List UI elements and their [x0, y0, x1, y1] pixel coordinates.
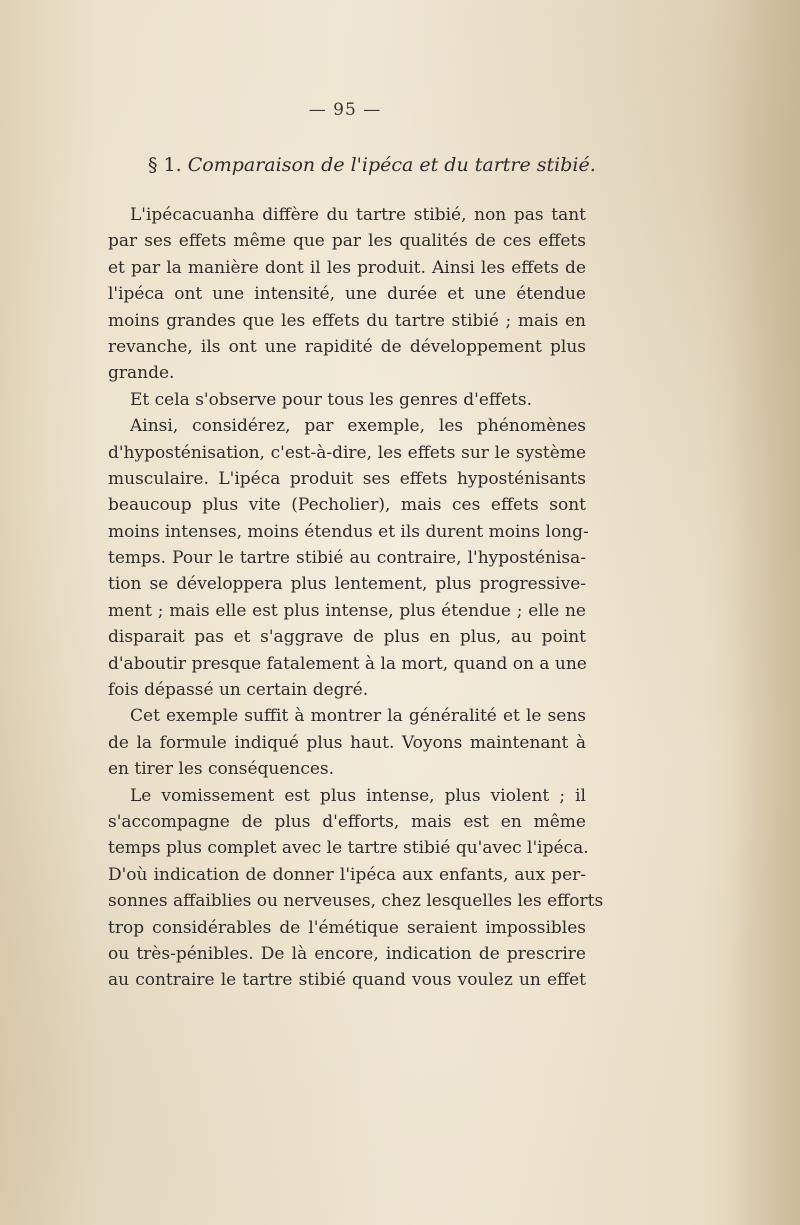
text-line: l'ipéca ont une intensité, une durée et une étendue — [108, 284, 586, 305]
text-line: temps plus complet avec le tartre stibié qu'avec l'ipéca. — [108, 838, 589, 859]
text-line: et par la manière dont il les produit. Ainsi les effets de — [108, 257, 586, 278]
text-line: L'ipécacuanha diffère du tartre stibié, non pas tant — [130, 205, 586, 225]
text-line: D'où indication de donner l'ipéca aux enfants, aux per- — [108, 864, 586, 885]
body-text — [108, 202, 604, 994]
text-line: moins grandes que les effets du tartre stibié ; mais en — [108, 310, 586, 331]
text-line: Cet exemple suffit à montrer la généralité et le sens — [130, 706, 586, 727]
text-line: fois dépassé un certain degré. — [108, 680, 369, 701]
text-line: ou très-pénibles. De là encore, indication de prescrire — [108, 943, 586, 964]
text-line: disparait pas et s'aggrave de plus en plus, au point — [108, 627, 586, 648]
text-line: au contraire le tartre stibié quand vous voulez un effet — [108, 970, 586, 991]
text-line: musculaire. L'ipéca produit ses effets hyposténisants — [108, 468, 586, 489]
text-line: par ses effets même que par les qualités de ces effets — [108, 231, 586, 252]
section-title: Comparaison de l'ipéca et du tartre stibié. — [187, 154, 596, 176]
text-line: Ainsi, considérez, par exemple, les phénomènes — [130, 416, 586, 437]
text-line: sonnes affaiblies ou nerveuses, chez lesquelles les efforts — [108, 891, 604, 912]
text-line: revanche, ils ont une rapidité de développement plus — [108, 336, 586, 357]
text-line: de la formule indiqué plus haut. Voyons maintenant à — [108, 732, 586, 753]
section-heading — [148, 154, 596, 176]
text-line: tion se développera plus lentement, plus progressive- — [108, 574, 586, 595]
page-number: — 95 — — [308, 100, 382, 120]
text-line: Le vomissement est plus intense, plus violent ; il — [130, 785, 586, 806]
text-line: s'accompagne de plus d'efforts, mais est en même — [108, 811, 586, 832]
page-edge-shadow — [730, 0, 800, 1225]
text-line: temps. Pour le tartre stibié au contraire, l'hyposténisa- — [108, 548, 586, 569]
text-line: grande. — [108, 363, 175, 384]
text-line: en tirer les conséquences. — [108, 759, 335, 780]
text-line: d'aboutir presque fatalement à la mort, quand on a une — [108, 653, 587, 674]
text-line: d'hyposténisation, c'est-à-dire, les effets sur le système — [108, 442, 586, 463]
section-number: § 1. — [148, 154, 182, 176]
text-line: Et cela s'observe pour tous les genres d'effets. — [130, 389, 532, 410]
text-line: moins intenses, moins étendus et ils durent moins long- — [108, 521, 589, 542]
text-line: ment ; mais elle est plus intense, plus étendue ; elle ne — [108, 600, 586, 621]
text-line: trop considérables de l'émétique seraient impossibles — [108, 917, 586, 938]
text-line: beaucoup plus vite (Pecholier), mais ces effets sont — [108, 495, 586, 516]
